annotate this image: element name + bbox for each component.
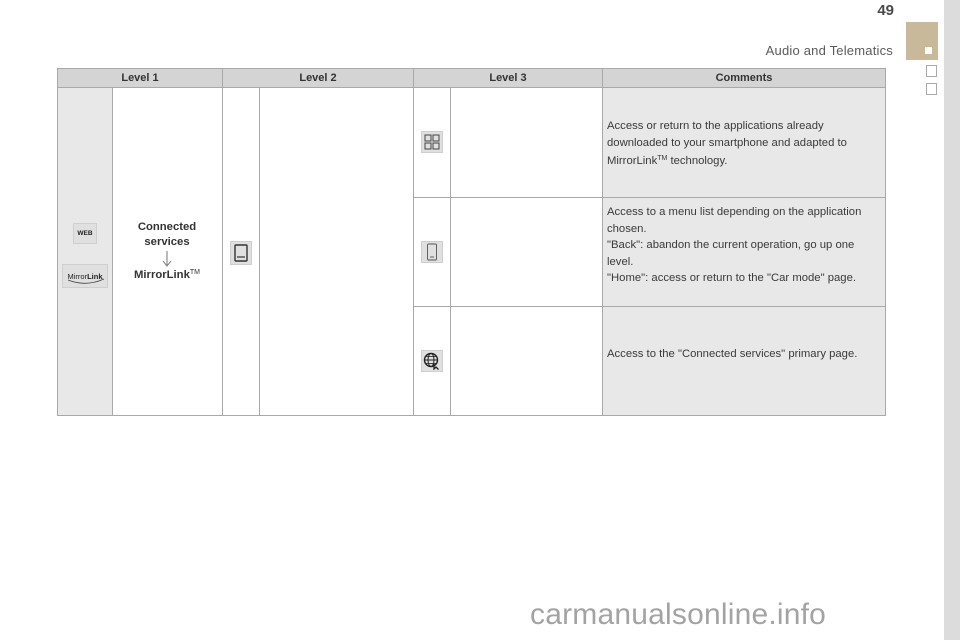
watermark: carmanualsonline.info: [530, 598, 827, 631]
mirrorlink-label: MirrorLink™: [134, 269, 200, 281]
menu-table: [57, 68, 886, 416]
globe-icon[interactable]: [421, 350, 443, 372]
col-header-level2: Level 2: [222, 68, 414, 88]
mirrorlink-swoosh: [66, 278, 106, 286]
phone-back-icon[interactable]: [421, 241, 443, 263]
web-icon: WEB: [73, 223, 97, 244]
page-edge-bar: [944, 0, 960, 640]
level3-label-cell: [450, 87, 603, 198]
chapter-box-1: [926, 65, 937, 77]
col-header-level3: Level 3: [413, 68, 603, 88]
smartphone-icon[interactable]: [230, 241, 252, 265]
chapter-tab: [906, 22, 938, 60]
col-header-level1: Level 1: [57, 68, 223, 88]
connected-services-label: Connected services: [137, 221, 197, 248]
level3-label-cell: [450, 306, 603, 416]
page-number: 49: [877, 2, 894, 19]
section-title: Audio and Telematics: [765, 43, 893, 58]
comment-connected-services: Access to the "Connected services" primary page.: [607, 348, 858, 360]
down-arrow-icon: [161, 251, 173, 269]
comment-applications: Access or return to the applications already downloaded to your smartphone and adapted to MirrorLink™ technology.: [607, 120, 847, 167]
level2-label-cell: [259, 87, 414, 416]
comment-menu-list: Access to a menu list depending on the application chosen. "Back": abandon the current operation, go up one level. "Home": access or return to the "Car mode" page.: [607, 206, 862, 284]
mirrorlink-logo-icon: MirrorLink: [62, 264, 108, 288]
level1-icon-cell: [57, 87, 113, 416]
col-header-comments: Comments: [602, 68, 886, 88]
apps-grid-icon[interactable]: [421, 131, 443, 153]
chapter-box-2: [926, 83, 937, 95]
level3-label-cell: [450, 197, 603, 307]
chapter-tab-marker: [925, 47, 932, 54]
